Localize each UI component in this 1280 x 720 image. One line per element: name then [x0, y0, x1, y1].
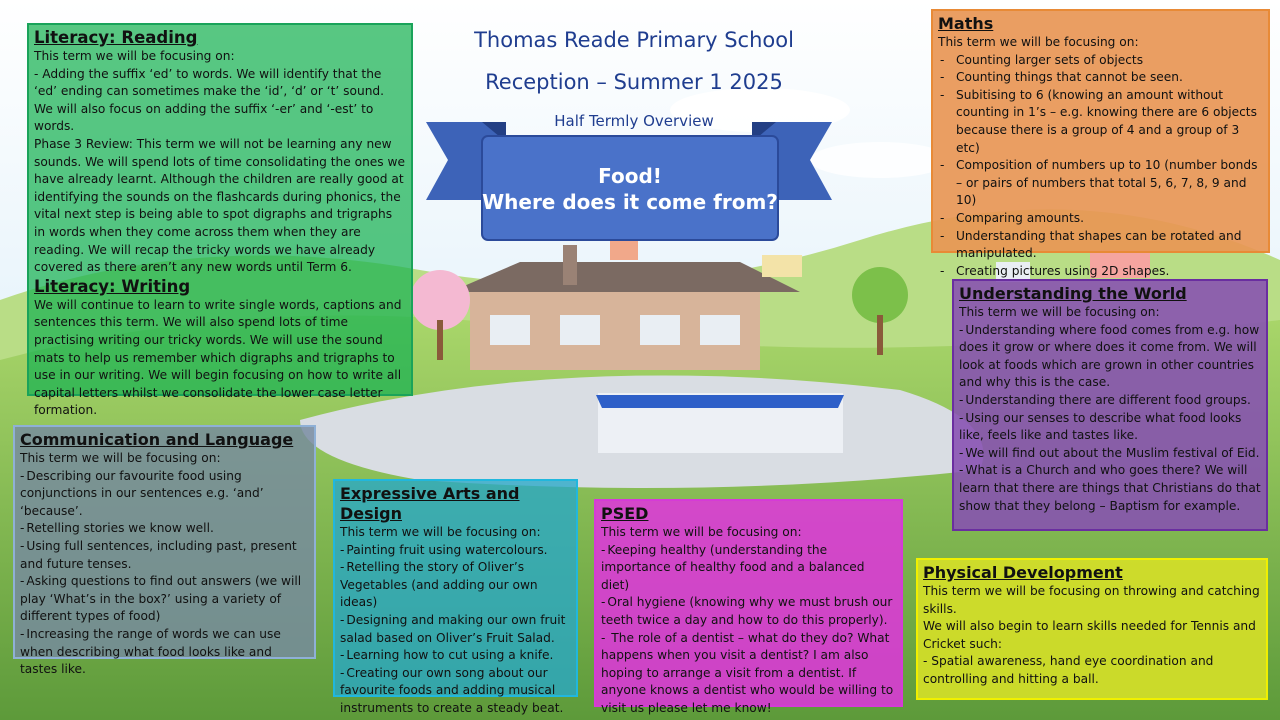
world-heading: Understanding the World	[959, 284, 1187, 303]
physical-line: - Spatial awareness, hand eye coordination and controlling and hitting a ball.	[923, 654, 1214, 686]
psed-panel	[594, 499, 903, 715]
expressive-arts-panel	[333, 479, 578, 715]
physical-heading: Physical Development	[923, 563, 1123, 582]
physical-line: This term we will be focusing on throwing and catching skills.	[923, 584, 1260, 616]
list-item: - Understanding that shapes can be rotated and manipulated.	[938, 228, 1263, 263]
list-item: - Oral hygiene (knowing why we must brush our teeth twice a day and how to do this properly).	[601, 594, 896, 629]
list-item: - Understanding there are different food groups.	[959, 392, 1261, 410]
list-item: - What is a Church and who goes there? We will learn that there are things that Christians do that show that they belong – Baptism for example.	[959, 462, 1261, 515]
literacy-reading-heading: Literacy: Reading	[34, 28, 198, 47]
world-intro: This term we will be focusing on:	[959, 305, 1160, 319]
maths-panel	[931, 9, 1270, 278]
list-item: - Retelling stories we know well.	[20, 520, 309, 538]
communication-language-panel	[13, 425, 316, 677]
list-item: - Subitising to 6 (knowing an amount without counting in 1’s – e.g. knowing there are 6 objects because there is a group of 4 and a group of 3 etc)	[938, 87, 1263, 157]
list-item: - Using full sentences, including past, present and future tenses.	[20, 538, 309, 573]
topic-title	[482, 163, 778, 215]
psed-intro: This term we will be focusing on:	[601, 525, 802, 539]
school-name: Thomas Reade Primary School	[474, 28, 794, 52]
literacy-panel	[27, 23, 413, 418]
arts-heading: Expressive Arts and Design	[340, 484, 520, 523]
list-item: - Creating our own song about our favourite foods and adding musical instruments to create a steady beat.	[340, 665, 571, 718]
understanding-world-panel	[952, 279, 1268, 531]
literacy-reading-intro: This term we will be focusing on:	[34, 49, 235, 63]
topic-line-1: Food!	[598, 164, 662, 188]
list-item: - Using our senses to describe what food looks like, feels like and tastes like.	[959, 410, 1261, 445]
list-item: - Creating pictures using 2D shapes.	[938, 263, 1263, 281]
literacy-writing-text: We will continue to learn to write single words, captions and sentences this term. We will also spend lots of time practising writing our tricky words. We will use the sound mats to help us remember which digraphs and trigraphs to use in our writing. We will begin focusing on how to write all capital letters whilst we consolidate the lower case letter formation.	[34, 297, 402, 418]
physical-line: We will also begin to learn skills needed for Tennis and Cricket such:	[923, 619, 1256, 651]
list-item: - Comparing amounts.	[938, 210, 1263, 228]
literacy-writing-heading: Literacy: Writing	[34, 276, 191, 296]
list-item: - Designing and making our own fruit salad based on Oliver’s Fruit Salad.	[340, 612, 571, 647]
list-item: - Asking questions to find out answers (we will play ‘What’s in the box?’ using a variety of different types of food)	[20, 573, 309, 626]
list-item: - The role of a dentist – what do they do? What happens when you visit a dentist? I am also hoping to arrange a visit from a dentist. If anyone knows a dentist who would be willing to visit us please let me know!	[601, 630, 896, 718]
list-item: - Retelling the story of Oliver’s Vegetables (and adding our own ideas)	[340, 559, 571, 612]
communication-intro: This term we will be focusing on:	[20, 451, 221, 465]
overview-subtitle: Half Termly Overview	[554, 112, 714, 130]
psed-heading: PSED	[601, 504, 649, 523]
arts-intro: This term we will be focusing on:	[340, 525, 541, 539]
list-item: - Understanding where food comes from e.g. how does it grow or where does it come from. We will look at foods which are grown in other countries and why this is the case.	[959, 322, 1261, 392]
physical-development-panel	[916, 558, 1268, 700]
topic-line-2: Where does it come from?	[482, 190, 778, 214]
list-item: - Painting fruit using watercolours.	[340, 542, 571, 560]
literacy-reading-line: Phase 3 Review: This term we will not be learning any new sounds. We will spend lots of time consolidating the ones we have already learnt. Although the children are really good at identifying the sounds on the flashcards during phonics, the vital next step is being able to spot digraphs and trigraphs in words when they come across them when they are reading. We will recap the tricky words we have already covered as there aren’t any new words until Term 6.	[34, 136, 405, 275]
class-term-title: Reception – Summer 1 2025	[485, 70, 783, 94]
literacy-reading-line: - Adding the suffix ‘ed’ to words. We will identify that the ‘ed’ ending can sometimes make the ‘id’, ‘d’ or ‘t’ sound. We will also focus on adding the suffix ‘-er’ and ‘-est’ to words.	[34, 66, 385, 134]
list-item: - Counting larger sets of objects	[938, 52, 1263, 70]
maths-heading: Maths	[938, 14, 994, 33]
list-item: - Counting things that cannot be seen.	[938, 69, 1263, 87]
list-item: - Composition of numbers up to 10 (number bonds – or pairs of numbers that total 5, 6, 7, 8, 9 and 10)	[938, 157, 1263, 210]
list-item: - Learning how to cut using a knife.	[340, 647, 571, 665]
maths-intro: This term we will be focusing on:	[938, 35, 1139, 49]
list-item: - We will find out about the Muslim festival of Eid.	[959, 445, 1261, 463]
list-item: - Describing our favourite food using conjunctions in our sentences e.g. ‘and’ ‘because’.	[20, 468, 309, 521]
list-item: - Keeping healthy (understanding the importance of healthy food and a balanced diet)	[601, 542, 896, 595]
communication-heading: Communication and Language	[20, 430, 294, 449]
list-item: - Increasing the range of words we can use when describing what food looks like and tastes like.	[20, 626, 309, 679]
